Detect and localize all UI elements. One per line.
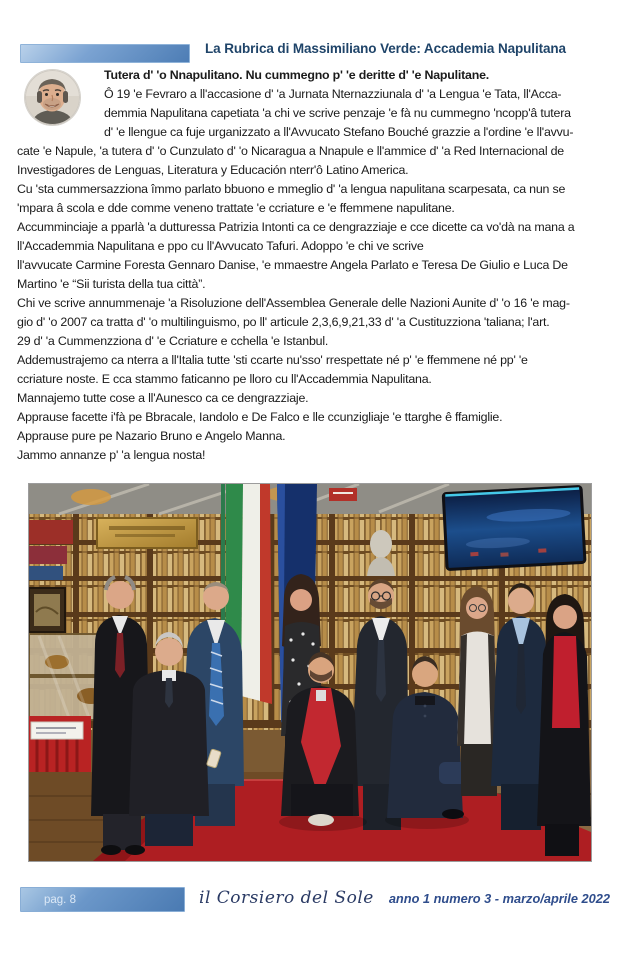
article-heading: Tutera d' 'o Nnapulitano. Nu cummegno p' 'e deritte d' 'e Napulitane. <box>104 68 490 82</box>
page-number: pag. 8 <box>44 894 76 906</box>
article-line: Accumminciaje a pparlà 'a dutturessa Patrizia Intonti ca ce dengrazziaje e cce dicette ca vo'dà na mana a <box>17 220 575 234</box>
article-line: gio d' 'o 2007 ca tratta d' 'o multilinguismo, po ll' articule 2,3,6,9,21,33 d' 'a Custituzziona 'taliana; l'art. <box>17 315 550 329</box>
author-portrait-illustration <box>25 70 80 125</box>
article-lines <box>17 85 609 465</box>
tv-screen <box>443 486 585 569</box>
article-line: 29 d' 'a Cummenzziona d' 'e Ccriature e cchella 'e Istanbul. <box>17 334 329 348</box>
article-line: ll'Accademmia Napulitana e ppo cu ll'Avvucato Tafuri. Adoppo 'e chi ve scrive <box>17 239 424 253</box>
rubric-title: La Rubrica di Massimiliano Verde: Accademia Napulitana <box>205 41 566 56</box>
gold-plaque <box>97 518 197 548</box>
article-line: Cu 'sta cummersazziona îmmo parlato bbuono e mmeglio d' 'a lengua napulitana scarpesata, ca nun se <box>17 182 566 196</box>
issue-info: anno 1 numero 3 - marzo/aprile 2022 <box>388 891 610 906</box>
event-group-photo <box>28 483 592 862</box>
article-line: demmia Napulitana capetiata 'a chi ve scrive penzaje 'e fà nu cummegno 'ncopp'â tutera <box>104 106 571 120</box>
article-line: d' 'e llengue ca fuje urganizzato a ll'Avvucato Stefano Bouché grazzie a l'ordine 'e ll'avvu- <box>104 125 574 139</box>
article-line: cate 'e Napule, 'a tutera d' 'o Cunzulato d' 'o Nicaragua a Nnapule e ll'ammice d' 'a Red Internacional de <box>17 144 564 158</box>
article-line: Ô 19 'e Fevraro a ll'accasione d' 'a Jurnata Nternazziunala d' 'a Lengua 'e Tata, ll'Acca- <box>104 87 562 101</box>
article-line: Addemustrajemo ca nterra a ll'Italia tutte 'sti ccarte nu'sso' rrespettate né p' 'e ffemmene né pp' 'e <box>17 353 528 367</box>
article-line: Martino 'e “Sii turista della tua città”. <box>17 277 206 291</box>
article-line: ccriature noste. E cca stammo faticanno pe lloro cu ll'Accademmia Napulitana. <box>17 372 432 386</box>
article-line: Jammo annanze p' 'a lengua nosta! <box>17 448 206 462</box>
article-line: Chi ve scrive annummenaje 'a Risoluzione dell'Assemblea Generale delle Nazioni Aunite d' 'o 16 'e mag- <box>17 296 570 310</box>
author-avatar <box>25 70 80 125</box>
footer-page-bar <box>20 887 185 912</box>
header-accent-bar <box>20 44 190 63</box>
article-line: ll'avvucate Carmine Foresta Gennaro Danise, 'e mmaestre Angela Parlato e Teresa De Giulio e Luca De <box>17 258 568 272</box>
article-line: 'mpara â scola e dde comme veneno trattate 'e ccriature e 'e ffemmene napulitane. <box>17 201 455 215</box>
article-line: Apprause pure pe Nazario Bruno e Angelo Manna. <box>17 429 286 443</box>
article-body <box>17 66 609 465</box>
framed-picture <box>29 588 65 632</box>
footer-issue-block <box>199 888 610 908</box>
magazine-name: il Corsiero del Sole <box>199 888 374 908</box>
article-line: Investigadores de Lenguas, Literatura y Educación nterr'ô Latino America. <box>17 163 409 177</box>
article-line: Apprause facette i'fà pe Bbracale, Iandolo e De Falco e lle ccunzigliaje 'e ttarghe ê ffamiglie. <box>17 410 503 424</box>
person-woman-glasses-white-top <box>457 586 498 796</box>
article-line: Mannajemo tutte cose a ll'Aunesco ca ce dengrazziaje. <box>17 391 309 405</box>
